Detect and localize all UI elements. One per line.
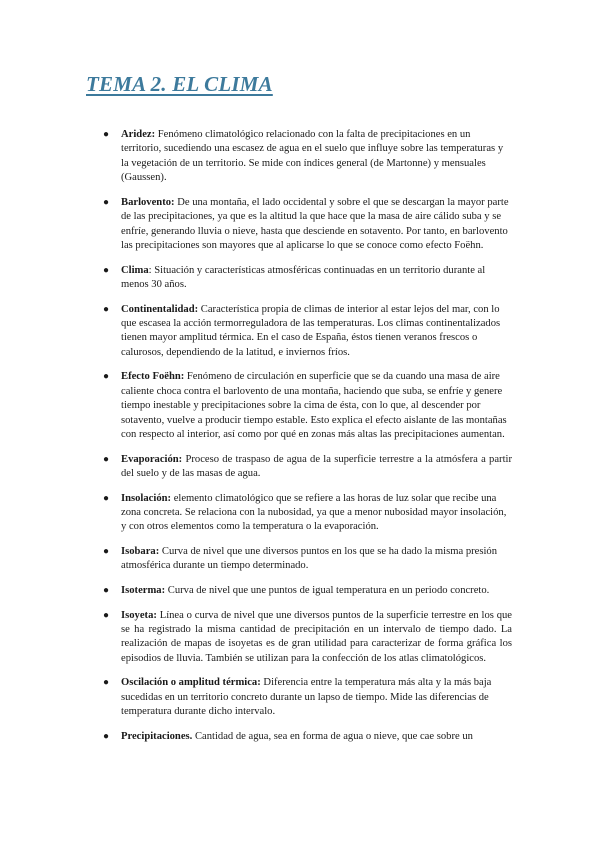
bullet-icon: ● <box>103 196 110 208</box>
term-name: Clima <box>121 264 149 276</box>
term-name: Continentalidad: <box>121 303 199 315</box>
bullet-icon: ● <box>103 264 110 276</box>
bullet-icon: ● <box>103 677 110 689</box>
bullet-icon: ● <box>103 730 110 742</box>
bullet-icon: ● <box>103 371 110 383</box>
glossary-item-isoterma <box>0 584 600 598</box>
glossary-item-evaporacion <box>0 453 600 482</box>
glossary-item-oscilacion-termica <box>0 676 600 719</box>
bullet-icon: ● <box>103 546 110 558</box>
term-definition: Fenómeno climatológico relacionado con la falta de precipitaciones en un territorio, sucediendo una escasez de agua en el suelo que influye sobre las temperaturas y la vegetación de un territorio. Se mide con índices general (de Martonne) y mensuales (Gaussen). <box>121 129 504 184</box>
glossary-item-clima <box>0 264 600 293</box>
term-name: Oscilación o amplitud térmica: <box>121 677 261 689</box>
term-definition: De una montaña, el lado occidental y sobre el que se descargan la mayor parte de las precipitaciones, ya que es la altitud la que hace que la masa de aire cálido suba y se enfríe, generando lluvia o nieve, hasta que desciende en sotavento. Por tanto, en barlovento las precipitaciones son mayores que al aplicarse lo que se conoce como efecto Foëhn. <box>121 196 509 252</box>
term-name: Isobara: <box>121 546 160 558</box>
term-definition: Fenómeno de circulación en superficie que se da cuando una masa de aire caliente choca contra el barlovento de una montaña, haciendo que suba, se enfríe y genere tiempo inestable y precipitaciones sobre la cima de ésta, con lo que, al descender por sotavento, vuelve a producir tiempo estable. Esto explica el efecto aislante de las montañas con respecto al interior, así como por qué en zonas más altas las precipitaciones aumentan. <box>121 371 507 441</box>
term-name: Evaporación: <box>121 453 183 465</box>
term-definition: Curva de nivel que une puntos de igual temperatura en un periodo concreto. <box>165 585 490 597</box>
term-name: Barlovento: <box>121 196 175 208</box>
glossary-item-continentalidad <box>0 303 600 361</box>
term-definition: Diferencia entre la temperatura más alta y la más baja sucedidas en un territorio concreto durante un lapso de tiempo. Mide las diferencias de temperatura durante dicho intervalo. <box>121 677 492 718</box>
term-name: Isoterma: <box>121 585 166 597</box>
term-name: Efecto Foëhn: <box>121 371 185 383</box>
glossary-item-precipitaciones <box>0 730 600 744</box>
bullet-icon: ● <box>103 453 110 465</box>
bullet-icon: ● <box>103 609 110 621</box>
term-name: Aridez: <box>121 129 156 140</box>
bullet-icon: ● <box>103 585 110 597</box>
glossary-item-barlovento <box>0 196 600 254</box>
glossary-item-efecto-foehn <box>0 370 600 442</box>
glossary-list <box>0 128 600 754</box>
term-name: Isoyeta: <box>121 609 157 621</box>
page-title: TEMA 2. EL CLIMA <box>86 72 273 96</box>
term-definition: : Situación y características atmosféricas continuadas en un territorio durante al menos 30 años. <box>121 264 486 291</box>
term-definition: Característica propia de climas de interior al estar lejos del mar, con lo que escasea la acción termorreguladora de las temperaturas. Los climas continentalizados tienen mayor amplitud térmica. En el caso de España, éstos tienen veranos frescos o calurosos, dependiendo de la latitud, e inviernos fríos. <box>121 303 501 358</box>
term-definition: elemento climatológico que se refiere a las horas de luz solar que recibe una zona concreta. Se relaciona con la nubosidad, ya que a menor nubosidad mayor insolación, y con otros elementos como la temperatura o la evaporación. <box>121 492 507 533</box>
bullet-icon: ● <box>103 303 110 315</box>
term-definition: Proceso de traspaso de agua de la superficie terrestre a la atmósfera a partir del suelo y de las masas de agua. <box>121 453 512 480</box>
term-name: Insolación: <box>121 492 172 504</box>
glossary-item-isoyeta <box>0 609 600 667</box>
glossary-item-insolacion <box>0 492 600 535</box>
glossary-item-isobara <box>0 545 600 574</box>
bullet-icon: ● <box>103 492 110 504</box>
glossary-item-aridez <box>0 128 600 186</box>
term-definition: Curva de nivel que une diversos puntos en los que se ha dado la misma presión atmosférica durante un tiempo determinado. <box>121 546 498 572</box>
term-definition: Cantidad de agua, sea en forma de agua o nieve, que cae sobre un <box>192 730 473 742</box>
term-definition: Línea o curva de nivel que une diversos puntos de la superficie terrestre en los que se ha registrado la misma cantidad de precipitación en un intervalo de tiempo dado. La realización de mapas de isoyetas es de gran utilidad para caracterizar de forma gráfica los episodios de lluvia. También se utilizan para la confección de los atlas climatológicos. <box>121 609 512 664</box>
bullet-icon: ● <box>103 129 110 140</box>
term-name: Precipitaciones. <box>121 730 193 742</box>
